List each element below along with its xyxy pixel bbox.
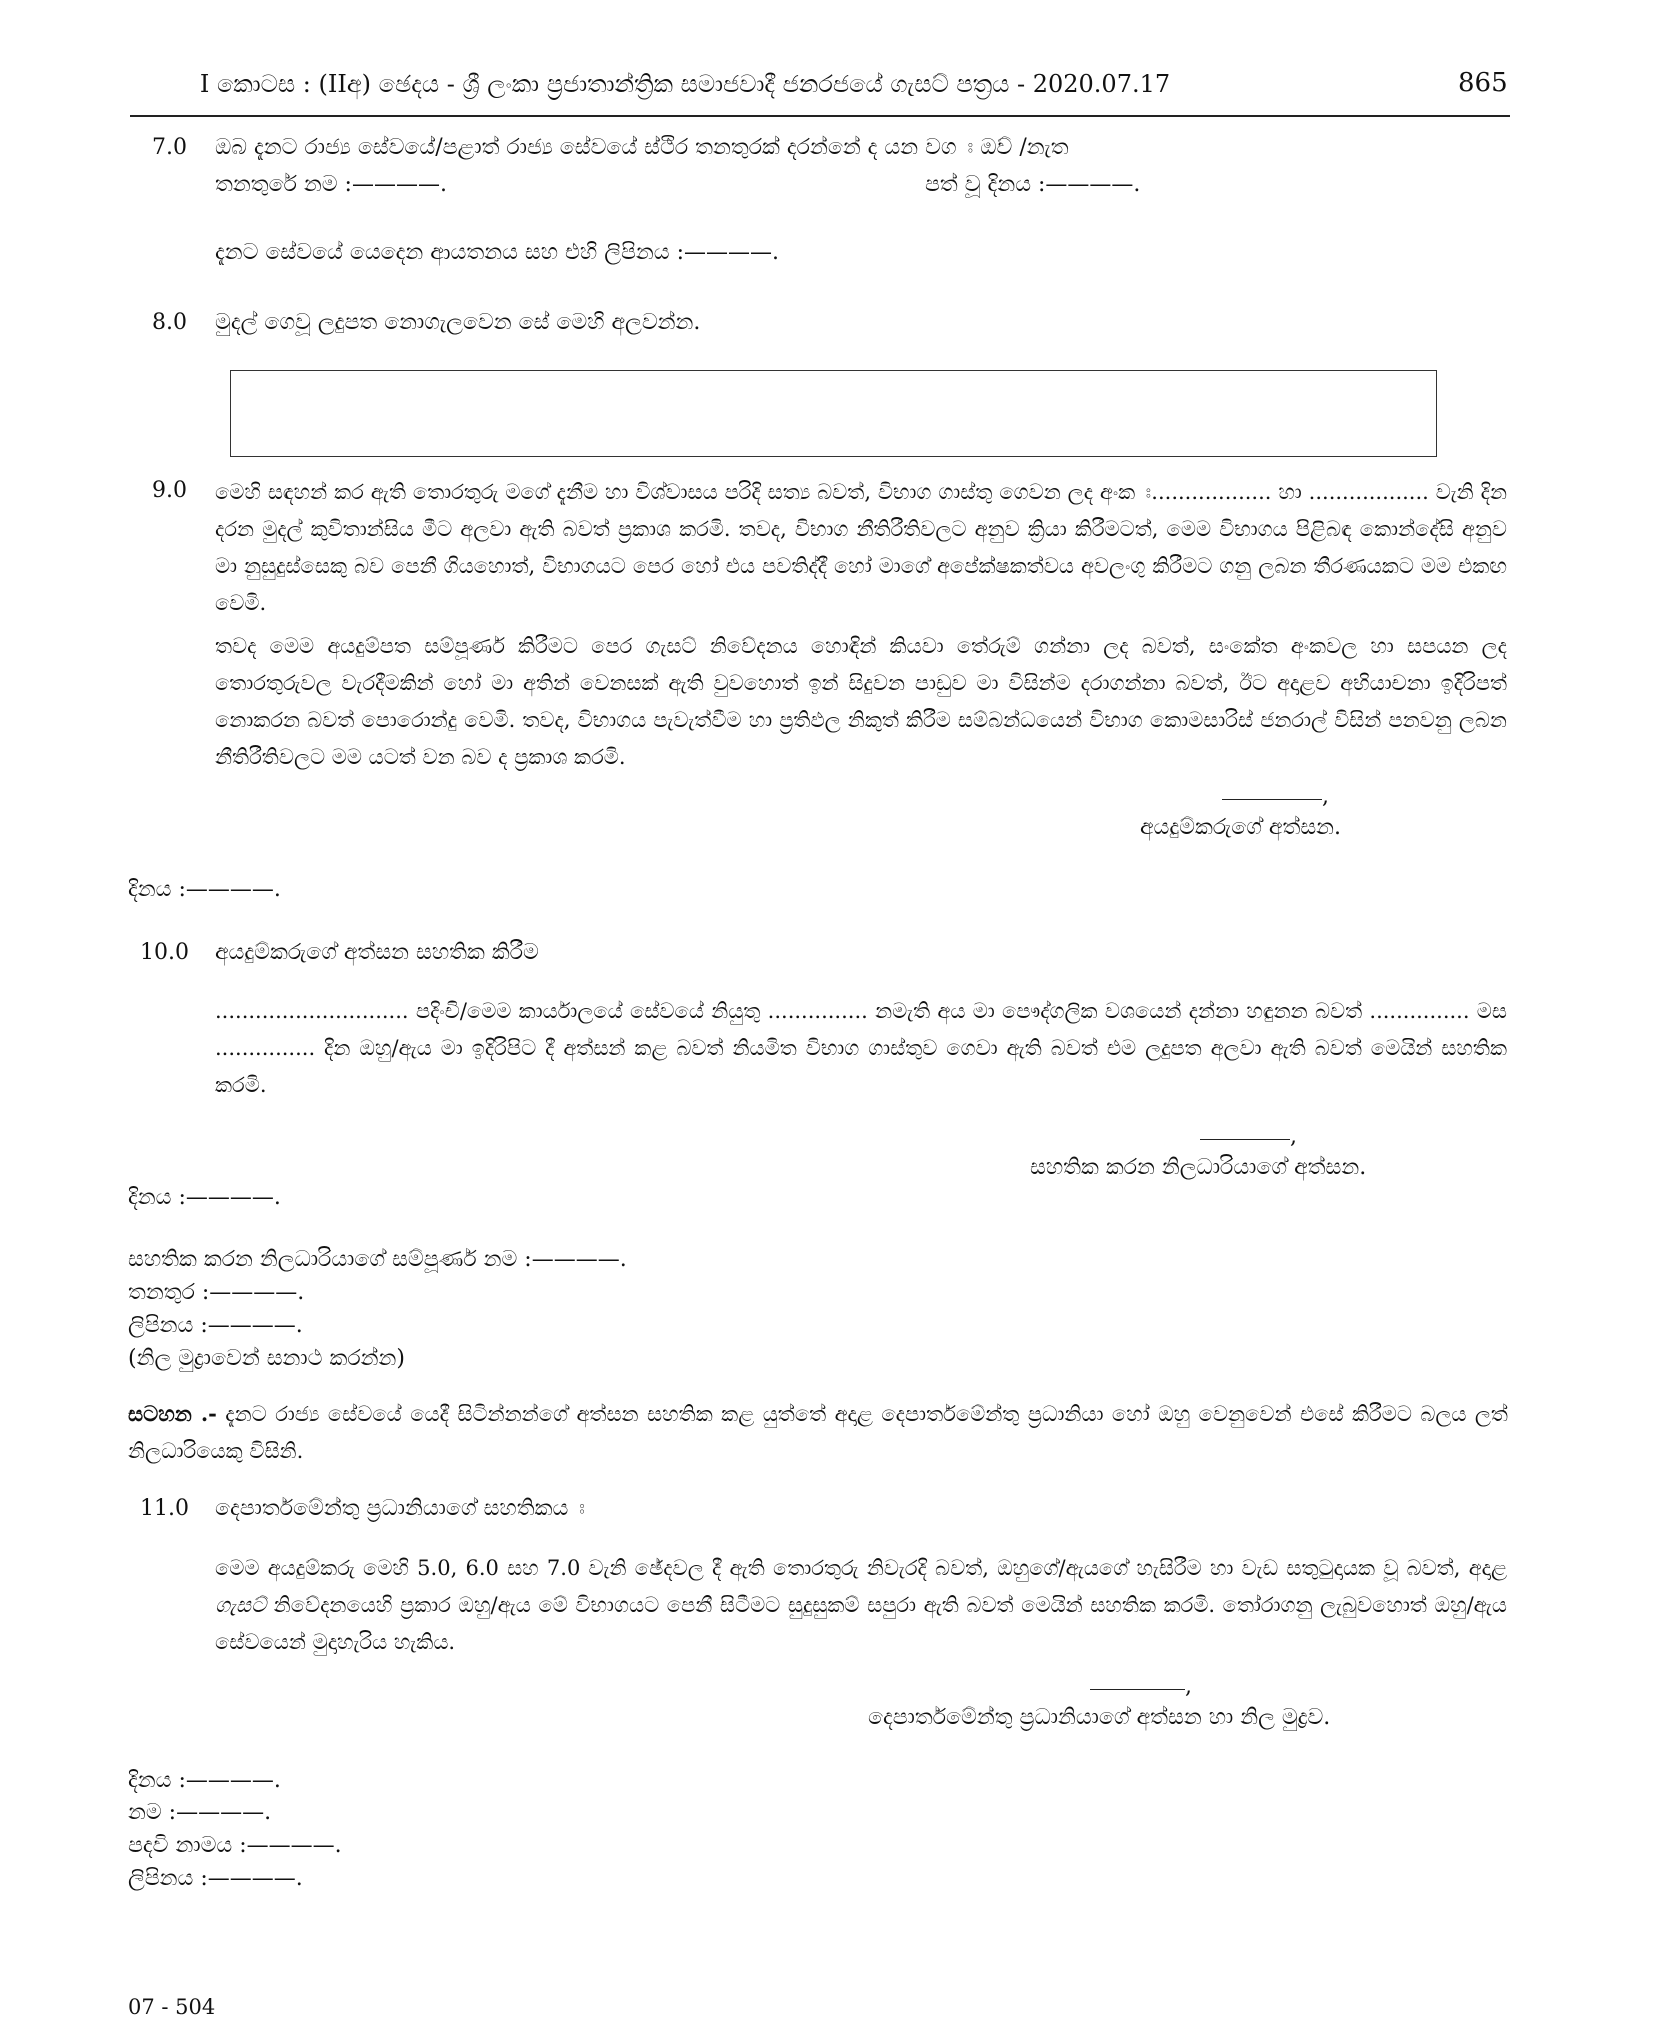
official-seal-instruction: (නිල මුද්‍රාවෙන් සනාථ කරන්න) [128, 1346, 405, 1371]
certifying-officer-signature-label: සහතික කරන නිලධාරියාගේ අත්සන. [1030, 1155, 1367, 1180]
section-7-institution-field[interactable]: දැනට සේවයේ යෙදෙන ආයතනය සහ එහි ලිපිනය :————. [215, 240, 779, 265]
note-paragraph [128, 1395, 1508, 1470]
section-11-name-field[interactable]: නම :————. [128, 1800, 272, 1825]
department-head-signature-label: දෙපාර්තමේන්තු ප්‍රධානියාගේ අත්සන හා නිල මුද්‍රව. [868, 1705, 1331, 1730]
section-10-title: අයදුම්කරුගේ අත්සන සහතික කිරීම [215, 940, 539, 965]
certifying-officer-signature-comma: , [1290, 1124, 1297, 1149]
section-9-declaration-paragraph-1: මෙහි සඳහන් කර ඇති තොරතුරු මගේ දැනීම හා විශ්වාසය පරිදි සත්‍ය බවත්, විභාග ගාස්තු ගෙවන ලද අංක ඃ.................. හා .................. වැනි දින දරන මුදල් කුවිතාන්සිය මීට අලවා ඇති බවත් ප්‍රකාශ කරමි. තවද, විභාග නීතිරීතිවලට අනුව ක්‍රියා කිරීමටත්, මෙම විභාගය පිළිබඳ කොන්දේසි අනුව මා නුසුදුස්සෙකු බව පෙනී ගියහොත්, විභාගයට පෙර හෝ එය පවතිද්දී හෝ මාගේ අපේක්ෂකත්වය අවලංගු කිරීමට ගනු ලබන තීරණයකට මම එකඟ වෙමි. [215, 480, 1507, 615]
certifying-officer-post-field[interactable]: තනතුර :————. [128, 1280, 305, 1305]
certifying-officer-signature-line [1200, 1139, 1290, 1140]
section-8-instruction: මුදල් ගෙවූ ලදුපත නොගැලවෙන සේ මෙහි අලවන්න. [215, 310, 701, 335]
department-head-signature-line [1090, 1689, 1185, 1690]
note-text: දැනට රාජ්‍ය සේවයේ යෙදී සිටින්නන්ගේ අත්සන සහතික කළ යුත්තේ අදාළ දෙපාර්තමේන්තු ප්‍රධානියා හෝ ඔහු වෙනුවෙන් එසේ කිරීමට බලය ලත් නිලධාරියෙකු විසිනි. [128, 1402, 1508, 1463]
section-11-number: 11.0 [140, 1496, 189, 1521]
certifying-officer-full-name-field[interactable]: සහතික කරන නිලධාරියාගේ සම්පූර්ණ නම :————. [128, 1247, 627, 1272]
section-11-text-gazette-italic: ගැසට් [215, 1593, 267, 1617]
section-9-number: 9.0 [152, 478, 187, 503]
section-11-text-part-b: නිවේදනයෙහි ප්‍රකාර ඔහු/ඇය මේ විභාගයට පෙනී සිටීමට සුදුසුකම් සපුරා ඇති බවත් මෙයින් සහතික කරමි. තෝරාගනු ලැබුවහොත් ඔහු/ඇය සේවයෙන් මුදාහැරිය හැකිය. [215, 1593, 1507, 1654]
certifying-officer-address-field[interactable]: ලිපිනය :————. [128, 1313, 303, 1338]
gazette-header-title: I කොටස : (IIඅ) ඡෙදය - ශ්‍රී ලංකා ප්‍රජාතාන්ත්‍රික සමාජවාදී ජනරජයේ ගැසට් පත්‍රය - 2020.07.17 [199, 70, 1171, 98]
department-head-signature-comma: , [1185, 1674, 1192, 1699]
section-11-certificate-text [215, 1550, 1507, 1661]
section-8-number: 8.0 [152, 310, 187, 335]
receipt-paste-box[interactable] [230, 370, 1437, 457]
section-9-date-field[interactable]: දිනය :————. [128, 877, 281, 902]
section-10-certification-text: ............................. පදිංචි/මෙම කාර්යාලයේ සේවයේ නියුතු ............... නමැති අය මා පෞද්ගලික වශයෙන් දන්නා හඳුනන බවත් ............... මස ............... දින ඔහු/ඇය මා ඉදිරිපිට දී අත්සන් කළ බවත් නියමිත විභාග ගාස්තුව ගෙවා ඇති බවත් එම ලදුපත අලවා ඇති බවත් මෙයින් සහතික කරමි. [215, 999, 1507, 1097]
section-7-appointed-date-field[interactable]: පත් වූ දිනය :————. [925, 172, 1141, 197]
page-number: 865 [1458, 68, 1508, 98]
note-label: සටහන .- [128, 1401, 217, 1426]
section-11-title: දෙපාර්තමේන්තු ප්‍රධානියාගේ සහතිකය ඃ [215, 1496, 585, 1521]
print-code: 07 - 504 [128, 1995, 216, 2019]
applicant-signature-comma: , [1322, 784, 1329, 809]
section-7-post-field[interactable]: තනතුරේ නම :————. [215, 172, 447, 197]
applicant-signature-line [1222, 799, 1322, 800]
header-divider [130, 115, 1510, 117]
section-9-declaration-paragraph-2: තවද මෙම අයදුම්පත සම්පූර්ණ කිරීමට පෙර ගැසට් නිවේදනය හොඳින් කියවා තේරුම් ගන්නා ලද බවත්, සංකේත අංකවල හා සපයන ලද තොරතුරුවල වැරදීමකින් හෝ මා අතින් වෙනසක් ඇති වුවහොත් ඉන් සිදුවන පාඩුව මා විසින්ම දරාගන්නා බවත්, ඊට අදාළව අභියාචනා ඉදිරිපත් නොකරන බවත් පොරොන්දු වෙමි. තවද, විභාගය පැවැත්වීම හා ප්‍රතිඵල නිකුත් කිරීම සම්බන්ධයෙන් විභාග කොමසාරිස් ජනරාල් විසින් පනවනු ලබන නීතිරීතිවලට මම යටත් වන බව ද ප්‍රකාශ කරමි. [215, 634, 1507, 769]
section-11-designation-field[interactable]: පදවි නාමය :————. [128, 1833, 342, 1858]
section-7-number: 7.0 [152, 135, 187, 160]
section-11-address-field[interactable]: ලිපිනය :————. [128, 1866, 303, 1891]
section-11-date-field[interactable]: දිනය :————. [128, 1768, 281, 1793]
section-7-question: ඔබ දැනට රාජ්‍ය සේවයේ/පළාත් රාජ්‍ය සේවයේ ස්ථිර තනතුරක් දරන්නේ ද යන වග ඃ ඔව් /නැත [215, 135, 1069, 160]
applicant-signature-label: අයදුම්කරුගේ අත්සන. [1140, 815, 1342, 840]
section-10-date-field[interactable]: දිනය :————. [128, 1185, 281, 1210]
section-11-text-part-a: මෙම අයදුම්කරු මෙහි 5.0, 6.0 සහ 7.0 වැනි ඡේදවල දී ඇති තොරතුරු නිවැරදි බවත්, ඔහුගේ/ඇයගේ හැසිරීම හා වැඩ සතුටුදායක වූ බවත්, අදාළ [215, 1556, 1507, 1580]
section-10-number: 10.0 [140, 940, 189, 965]
